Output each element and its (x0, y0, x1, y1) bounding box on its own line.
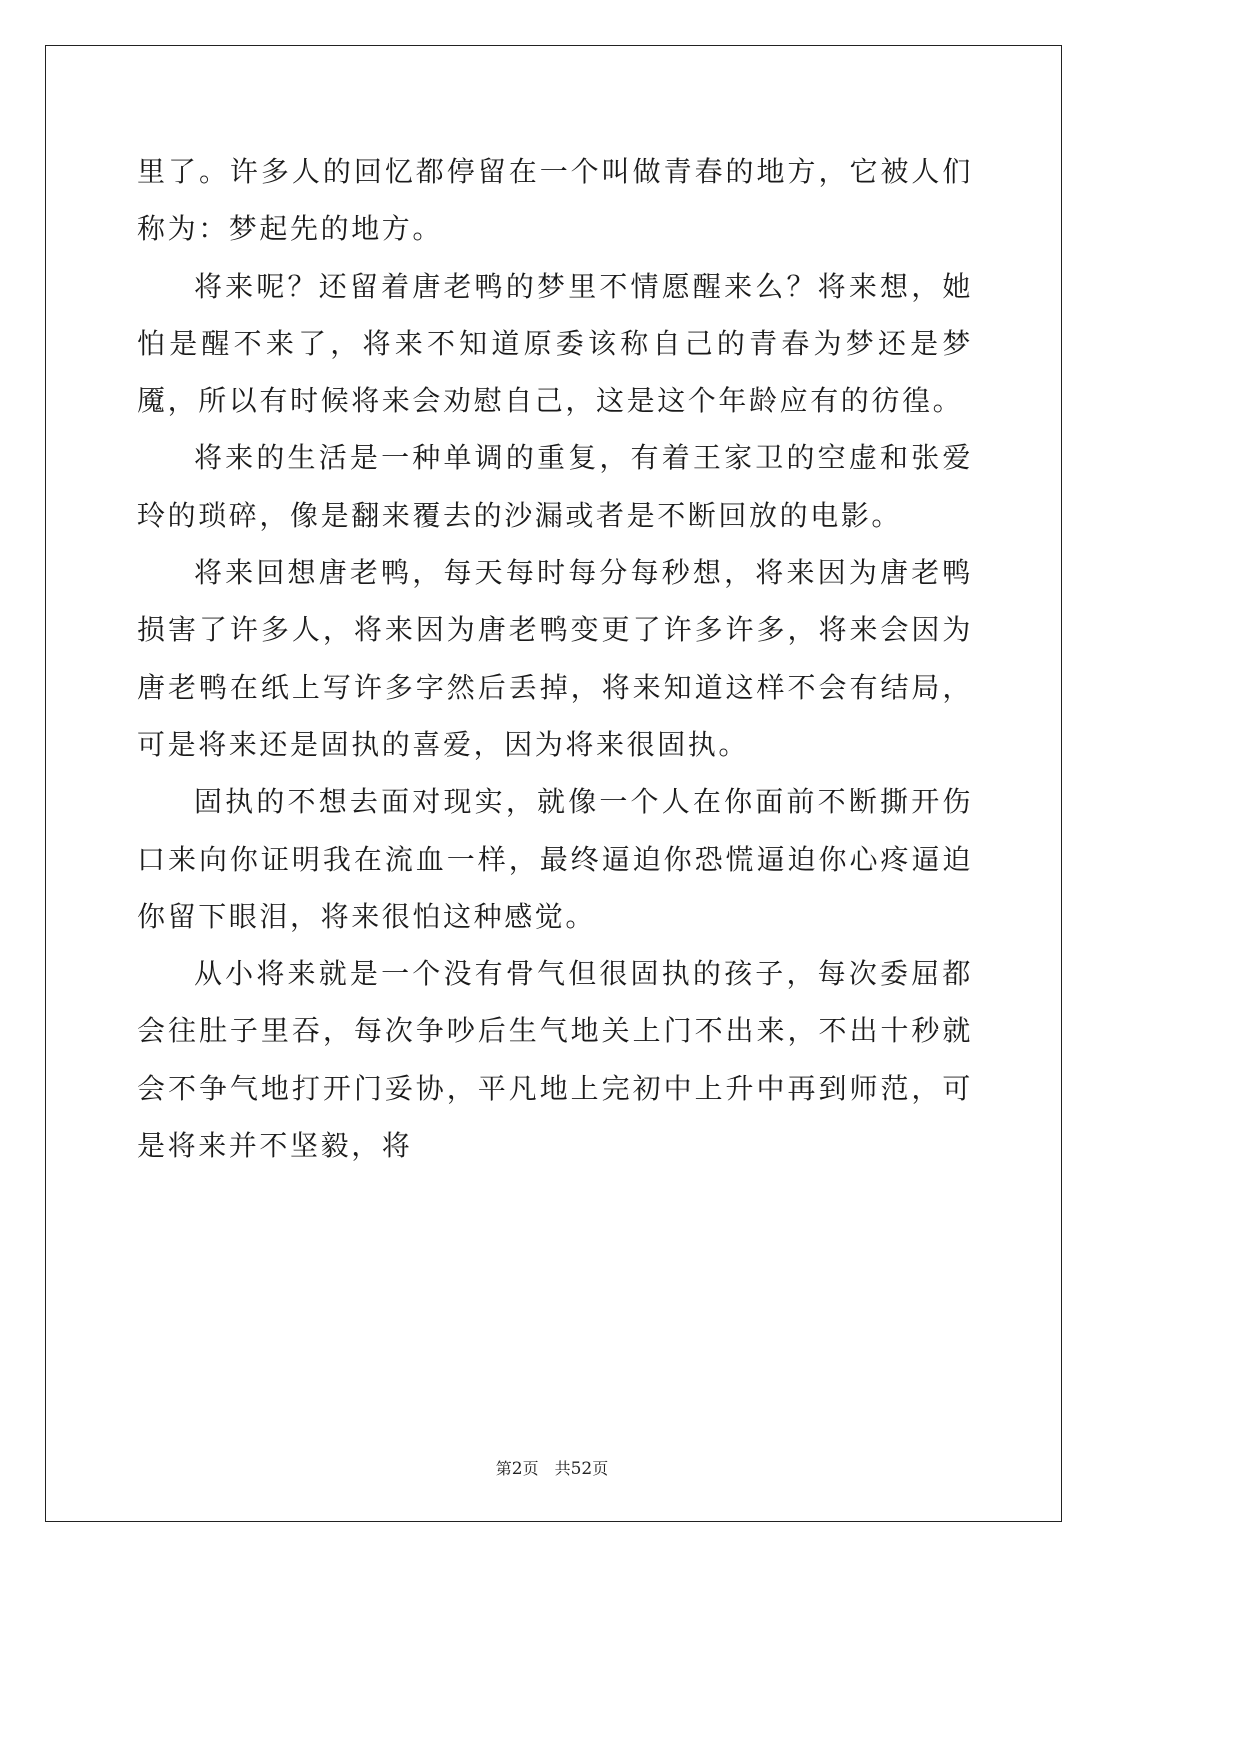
paragraph: 里了。许多人的回忆都停留在一个叫做青春的地方，它被人们称为：梦起先的地方。 (137, 155, 973, 246)
paragraph: 固执的不想去面对现实，就像一个人在你面前不断撕开伤口来向你证明我在流血一样，最终逼迫你恐慌逼迫你心疼逼迫你留下眼泪，将来很怕这种感觉。 (137, 785, 973, 933)
paragraph: 从小将来就是一个没有骨气但很固执的孩子，每次委屈都会往肚子里吞，每次争吵后生气地关上门不出来，不出十秒就会不争气地打开门妥协，平凡地上完初中上升中再到师范，可是将来并不坚毅，将 (137, 957, 973, 1163)
paragraph: 将来回想唐老鸭，每天每时每分每秒想，将来因为唐老鸭损害了许多人，将来因为唐老鸭变更了许多许多，将来会因为唐老鸭在纸上写许多字然后丢掉，将来知道这样不会有结局，可是将来还是固执的喜爱，因为将来很固执。 (137, 556, 973, 761)
paragraph: 将来呢？还留着唐老鸭的梦里不情愿醒来么？将来想，她怕是醒不来了，将来不知道原委该称自己的青春为梦还是梦魇，所以有时候将来会劝慰自己，这是这个年龄应有的彷徨。 (137, 269, 973, 418)
total-pages: 共52页 (554, 1459, 609, 1479)
page-footer (0, 1456, 1104, 1479)
paragraph: 将来的生活是一种单调的重复，有着王家卫的空虚和张爱玲的琐碎，像是翻来覆去的沙漏或者是不断回放的电影。 (137, 441, 973, 532)
document-body (137, 143, 973, 1174)
page-number: 第2页 (495, 1459, 539, 1479)
